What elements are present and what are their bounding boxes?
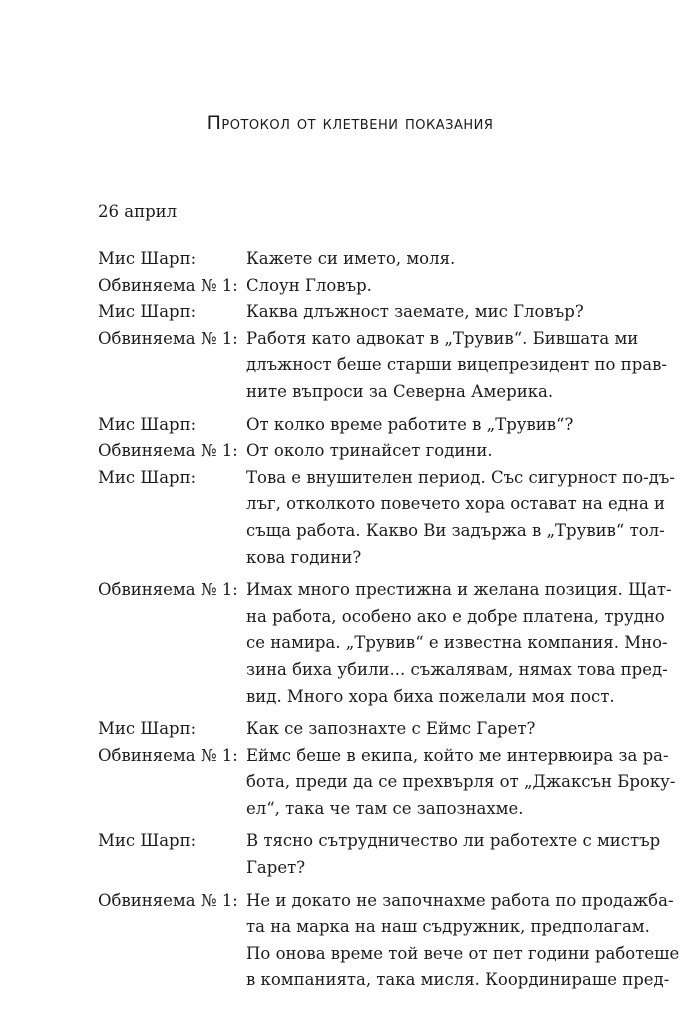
transcript-entry — [98, 246, 618, 273]
speaker-label: Мис Шарп: — [98, 249, 197, 268]
speech-line: вид. Много хора биха пожелали моя пост. — [246, 686, 615, 706]
speaker-label: Мис Шарп: — [98, 467, 197, 487]
speaker-label: Мис Шарп: — [98, 719, 197, 739]
speaker-label: Обвиняема № 1: — [98, 328, 238, 348]
deposition-transcript — [98, 246, 680, 1000]
transcript-entry — [98, 465, 675, 571]
speech-line: на работа, особено ако е добре платена, трудно — [246, 606, 665, 626]
speech-line: ел“, така че там се запознахме. — [246, 798, 524, 818]
speech-line: съща работа. Какво Ви задържа в „Трувив“ тол- — [246, 520, 665, 540]
speech-text — [246, 716, 618, 743]
transcript-entry — [98, 577, 672, 710]
speech-text — [246, 412, 618, 439]
speaker-label: Мис Шарп: — [98, 831, 197, 851]
speaker-label: Обвиняема № 1: — [98, 890, 238, 910]
speech-text — [246, 273, 618, 300]
speech-line: ните въпроси за Северна Америка. — [246, 381, 554, 401]
speech-line: От колко време работите в „Трувив“? — [246, 414, 574, 434]
transcript-entry — [98, 412, 618, 439]
speech-text — [246, 828, 661, 881]
speech-line: се намира. „Трувив“ е известна компания. Мно- — [246, 633, 668, 653]
speech-text — [246, 246, 618, 273]
speech-line: Кажете си името, моля. — [246, 249, 456, 268]
speaker-label: Обвиняема № 1: — [98, 441, 238, 461]
speech-line: Каква длъжност заемате, мис Гловър? — [246, 302, 584, 322]
speech-line: Имах много престижна и желана позиция. Щат- — [246, 580, 672, 600]
speaker-label: Обвиняема № 1: — [98, 275, 238, 295]
transcript-entry — [98, 326, 667, 406]
page-title: Протокол от клетвени показания — [206, 112, 494, 134]
speech-line: Слоун Гловър. — [246, 275, 372, 295]
transcript-entry — [98, 438, 618, 465]
speech-text — [246, 743, 676, 823]
speech-line: лъг, отколкото повечето хора остават на една и — [246, 494, 666, 514]
speech-text — [246, 888, 680, 994]
speech-line: бота, преди да се прехвърля от „Джаксън Броку- — [246, 772, 676, 792]
speech-line: зина биха убили... съжалявам, нямах това пред- — [246, 659, 668, 679]
speech-line: та на марка на наш съдружник, предполагам. — [246, 917, 650, 937]
deposition-date: 26 април — [98, 202, 178, 221]
speech-line: в компанията, така мисля. Координираше пред- — [246, 970, 670, 990]
transcript-entry — [98, 888, 680, 994]
speaker-label: Обвиняема № 1: — [98, 580, 238, 600]
transcript-entry — [98, 743, 676, 823]
speech-text — [246, 299, 618, 326]
speech-line: По онова време той вече от пет години работеше — [246, 943, 680, 963]
speaker-label: Мис Шарп: — [98, 302, 197, 322]
speech-line: Не и докато не започнахме работа по продажба- — [246, 890, 674, 910]
speech-line: кова години? — [246, 547, 362, 567]
speech-line: Еймс беше в екипа, който ме интервюира за ра- — [246, 745, 669, 765]
transcript-entry — [98, 299, 618, 326]
transcript-entry — [98, 716, 618, 743]
speech-line: Работя като адвокат в „Трувив“. Бившата ми — [246, 328, 639, 348]
speech-line: От около тринайсет години. — [246, 441, 493, 461]
transcript-entry — [98, 273, 618, 300]
speech-line: Гарет? — [246, 858, 306, 878]
speech-line: Как се запознахте с Еймс Гарет? — [246, 719, 536, 739]
speaker-label: Мис Шарп: — [98, 414, 197, 434]
speech-line: Това е внушителен период. Със сигурност по-дъ- — [246, 467, 675, 487]
speech-line: длъжност беше старши вицепрезидент по прав- — [246, 355, 667, 375]
speech-line: В тясно сътрудничество ли работехте с мистър — [246, 831, 661, 851]
transcript-entry — [98, 828, 661, 881]
speaker-label: Обвиняема № 1: — [98, 745, 238, 765]
speech-text — [246, 577, 672, 710]
speech-text — [246, 465, 675, 571]
speech-text — [246, 438, 618, 465]
speech-text — [246, 326, 667, 406]
